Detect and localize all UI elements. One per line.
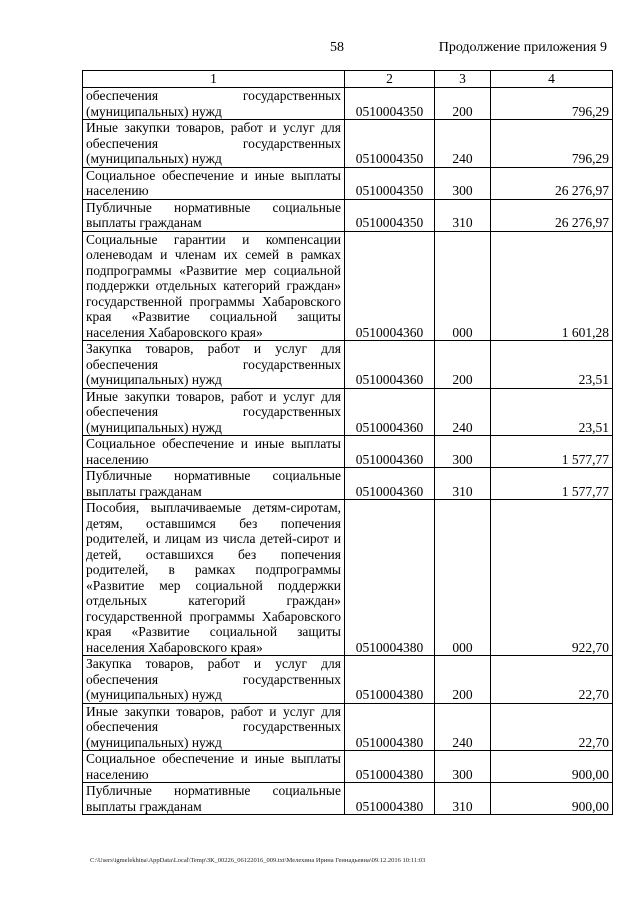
row-name-cell: Публичные нормативные социальные выплаты гражданам [83,199,345,231]
table-row [83,341,613,389]
row-type-cell: 240 [435,388,491,436]
row-sum-cell: 1 577,77 [491,468,613,500]
row-code-cell: 0510004360 [345,388,435,436]
row-code-cell: 0510004380 [345,703,435,751]
row-name-cell: Социальные гарантии и компенсации оленеводам и членам их семей в рамках подпрограммы «Развитие мер социальной поддержки отдельных категорий граждан» государственной программы Хабаровского края «Развитие социальной защиты населения Хабаровского края» [83,231,345,341]
row-code-cell: 0510004350 [345,120,435,168]
appendix-continuation-label: Продолжение приложения 9 [438,40,607,55]
row-type-cell: 310 [435,199,491,231]
column-header-sum: 4 [491,71,613,88]
row-sum-cell: 796,29 [491,120,613,168]
row-name-cell: Социальное обеспечение и иные выплаты населению [83,167,345,199]
row-sum-cell: 900,00 [491,751,613,783]
row-name-cell: Иные закупки товаров, работ и услуг для обеспечения государственных (муниципальных) нужд [83,388,345,436]
row-name-cell: обеспечения государственных (муниципальных) нужд [83,88,345,120]
row-sum-cell: 1 601,28 [491,231,613,341]
row-sum-cell: 22,70 [491,703,613,751]
column-header-code: 2 [345,71,435,88]
row-code-cell: 0510004360 [345,436,435,468]
row-code-cell: 0510004380 [345,783,435,815]
row-type-cell: 200 [435,88,491,120]
table-row [83,231,613,341]
row-type-cell: 200 [435,656,491,704]
table-row [83,388,613,436]
page-number: 58 [330,40,344,55]
row-code-cell: 0510004360 [345,341,435,389]
table-row [83,199,613,231]
table-row [83,500,613,656]
table-row [83,703,613,751]
row-sum-cell: 922,70 [491,500,613,656]
row-name-cell: Закупка товаров, работ и услуг для обеспечения государственных (муниципальных) нужд [83,341,345,389]
file-path-footer: C:\Users\igmelekhina\AppData\Local\Temp\ЗК_00226_06122016_009.txt\Мелехина Ирина Геннадьевна\09.12.2016 10:11:03 [90,857,426,864]
row-type-cell: 000 [435,231,491,341]
row-type-cell: 300 [435,167,491,199]
column-header-type: 3 [435,71,491,88]
row-type-cell: 200 [435,341,491,389]
row-type-cell: 300 [435,436,491,468]
row-sum-cell: 796,29 [491,88,613,120]
row-code-cell: 0510004380 [345,751,435,783]
table-row [83,436,613,468]
table-row [83,751,613,783]
row-sum-cell: 23,51 [491,388,613,436]
row-sum-cell: 26 276,97 [491,167,613,199]
row-type-cell: 240 [435,120,491,168]
row-code-cell: 0510004350 [345,167,435,199]
table-row [83,656,613,704]
row-name-cell: Иные закупки товаров, работ и услуг для обеспечения государственных (муниципальных) нужд [83,703,345,751]
row-code-cell: 0510004350 [345,88,435,120]
row-type-cell: 310 [435,783,491,815]
row-type-cell: 300 [435,751,491,783]
row-sum-cell: 900,00 [491,783,613,815]
row-name-cell: Публичные нормативные социальные выплаты гражданам [83,468,345,500]
row-sum-cell: 22,70 [491,656,613,704]
row-sum-cell: 1 577,77 [491,436,613,468]
table-row [83,120,613,168]
table-row [83,167,613,199]
row-name-cell: Иные закупки товаров, работ и услуг для обеспечения государственных (муниципальных) нужд [83,120,345,168]
row-name-cell: Публичные нормативные социальные выплаты гражданам [83,783,345,815]
row-code-cell: 0510004380 [345,500,435,656]
table-row [83,468,613,500]
row-type-cell: 000 [435,500,491,656]
budget-table [82,70,613,815]
row-name-cell: Социальное обеспечение и иные выплаты населению [83,436,345,468]
row-type-cell: 240 [435,703,491,751]
row-sum-cell: 26 276,97 [491,199,613,231]
row-code-cell: 0510004350 [345,199,435,231]
row-name-cell: Закупка товаров, работ и услуг для обеспечения государственных (муниципальных) нужд [83,656,345,704]
row-code-cell: 0510004360 [345,231,435,341]
row-sum-cell: 23,51 [491,341,613,389]
table-row [83,783,613,815]
table-header-row [83,71,613,88]
table-row [83,88,613,120]
row-name-cell: Пособия, выплачиваемые детям-сиротам, детям, оставшимся без попечения родителей, и лицам из числа детей-сирот и детей, оставшихся без попечения родителей, в рамках подпрограммы «Развитие мер социальной поддержки отдельных категорий граждан» государственной программы Хабаровского края «Развитие социальной защиты населения Хабаровского края» [83,500,345,656]
row-type-cell: 310 [435,468,491,500]
row-code-cell: 0510004380 [345,656,435,704]
row-name-cell: Социальное обеспечение и иные выплаты населению [83,751,345,783]
column-header-name: 1 [83,71,345,88]
row-code-cell: 0510004360 [345,468,435,500]
